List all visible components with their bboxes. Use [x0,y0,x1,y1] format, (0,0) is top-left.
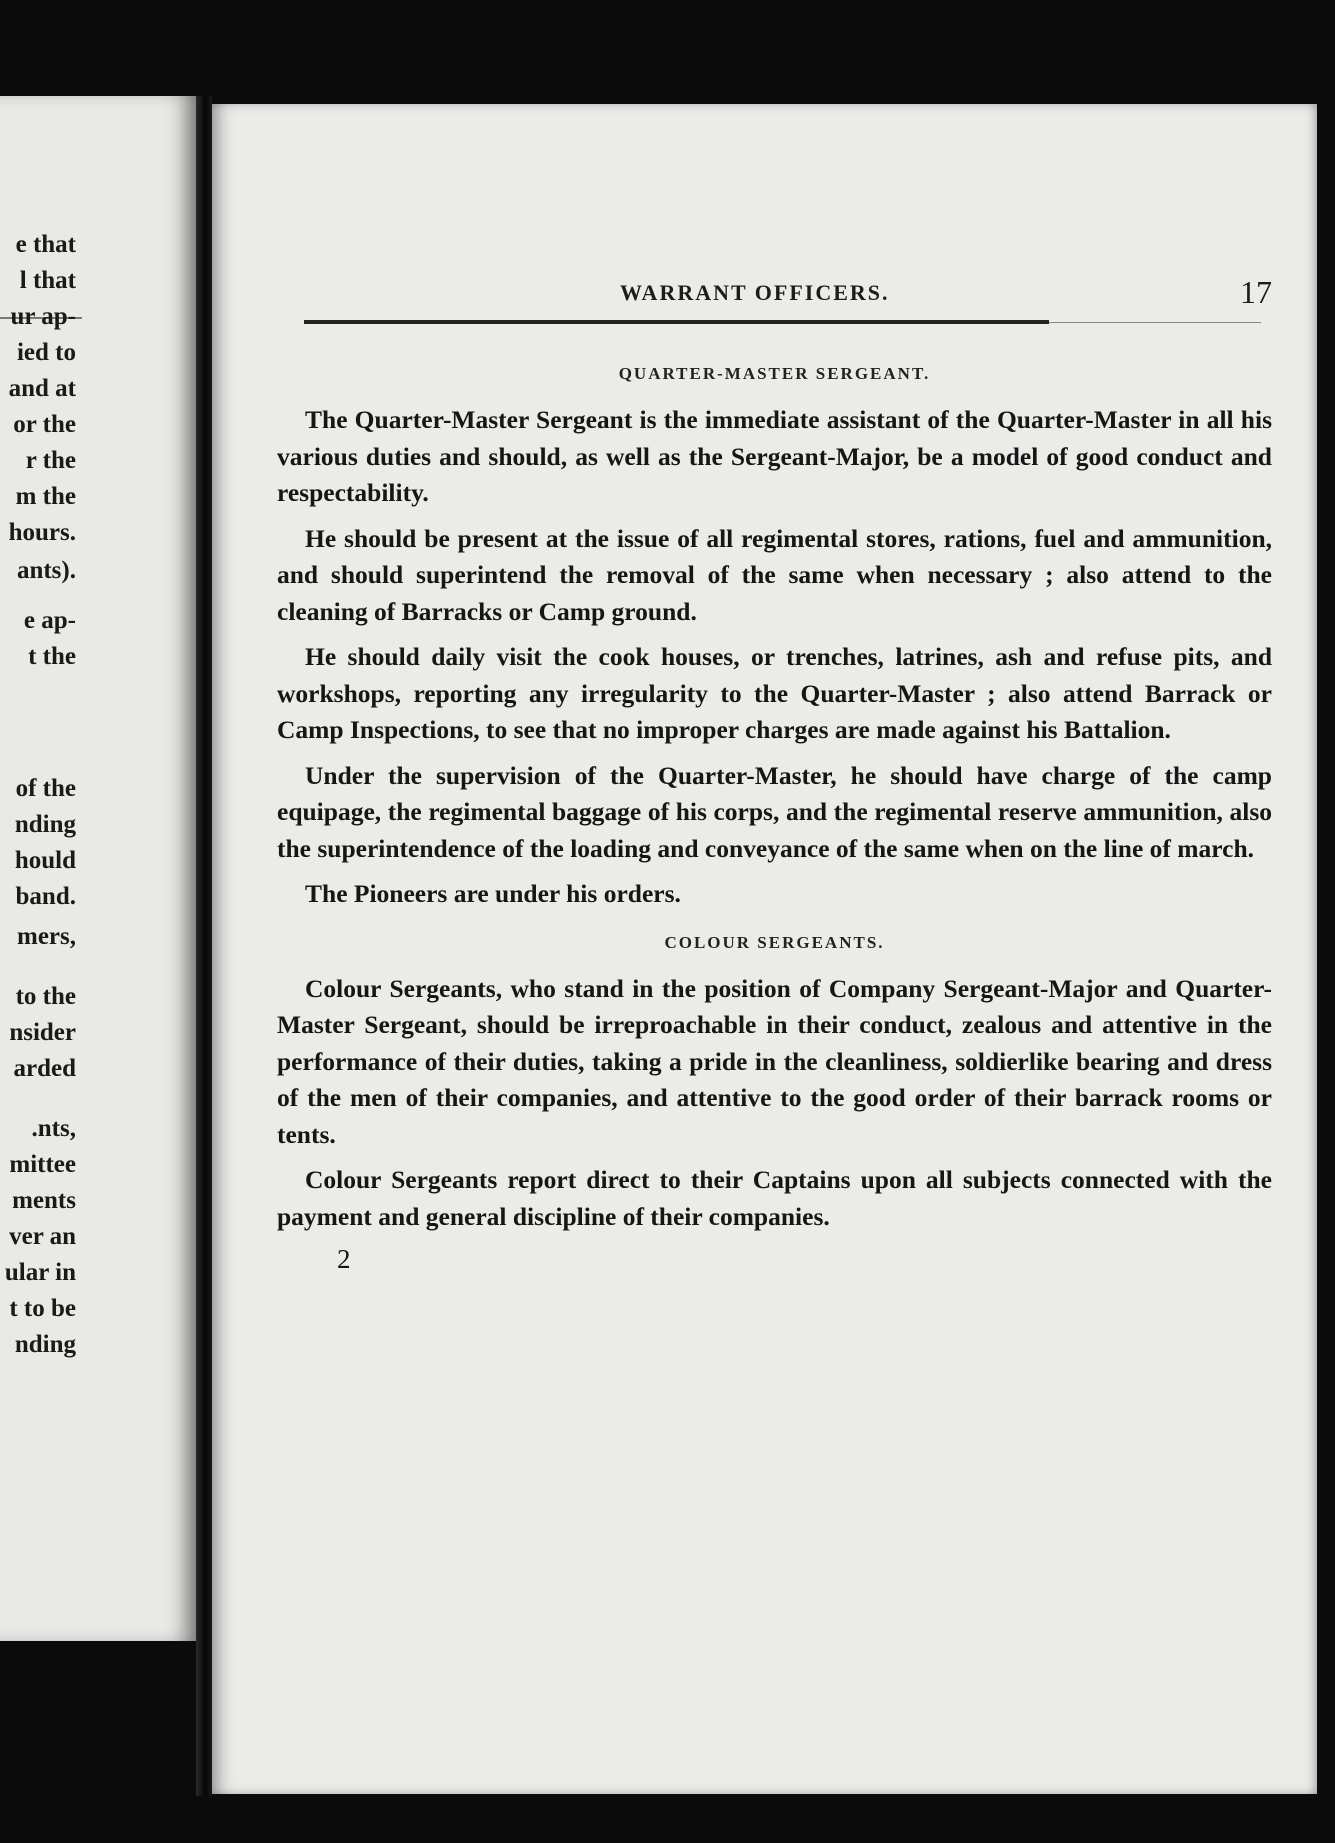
facing-page-line: e that [15,231,76,258]
facing-page-line: arded [13,1055,76,1082]
facing-page-line: mers, [17,923,76,950]
facing-page-line: hould [14,847,76,874]
header-rule [304,320,1049,324]
facing-page-line: ants). [16,557,76,584]
header-rule-tail [1049,322,1261,323]
page-header [302,274,1272,314]
paragraph: The Quarter-Master Sergeant is the immediate assistant of the Quarter-Master in all his various duties and should, as well as the Sergeant-Major, be a model of good conduct and respectability. [277,405,1272,507]
paragraph: Colour Sergeants, who stand in the position of Company Sergeant-Major and Quarter-Master Sergeant, should be irreproachable in their conduct, zealous and attentive in the performance of their duties, taking a pride in the cleanliness, soldierlike bearing and dress of the men of their companies, and attentive to the good order of their barrack rooms or tents. [277,973,1272,1149]
facing-page-line: e ap- [23,607,76,634]
paragraph: He should be present at the issue of all regimental stores, rations, fuel and ammunition, and should superintend the removal of the same when necessary ; also attend to the cleaning of Barracks or Camp ground. [277,523,1272,626]
facing-page-line: ied to [16,339,76,366]
facing-page-line: m the [15,483,76,510]
paragraph: The Pioneers are under his orders. [305,879,681,908]
facing-page-line: nding [14,811,76,838]
facing-page-line: ments [12,1187,76,1214]
facing-page-line: hours. [8,519,76,546]
facing-page-line: to the [15,983,76,1010]
facing-page-line: of the [15,775,76,802]
paragraph: Colour Sergeants report direct to their Captains upon all subjects connected with the payment and general discipline of their companies. [277,1165,1272,1231]
facing-page-line: and at [8,375,76,402]
facing-page-line: nsider [9,1019,76,1046]
facing-page-line: t to be [9,1295,76,1322]
facing-page-line: nding [14,1331,76,1358]
section-title: QUARTER-MASTER SERGEANT. [618,364,931,383]
facing-page-line: .nts, [31,1115,76,1142]
facing-page [0,96,196,1641]
book-spine [196,96,212,1796]
facing-page-line: t the [28,643,76,670]
facing-page-line: ular in [4,1259,76,1286]
facing-page-line: ver an [9,1223,76,1250]
text-column [277,344,1272,1275]
facing-page-line: l that [19,267,76,294]
running-head: WARRANT OFFICERS. [620,280,890,305]
paragraph: He should daily visit the cook houses, or trenches, latrines, ash and refuse pits, and workshops, reporting any irregularity to the Quarter-Master ; also attend Barrack or Camp Inspections, to see that no improper charges are made against his Battalion. [277,642,1272,744]
paragraph: Under the supervision of the Quarter-Master, he should have charge of the camp equipage, the regimental baggage of his corps, and the regimental reserve ammunition, also the superintendence of the loading and conveyance of the same when on the line of march. [277,760,1272,863]
book-page [212,104,1317,1794]
facing-page-line: band. [15,883,76,910]
facing-page-line: r the [25,447,76,474]
signature-mark: 2 [337,1244,351,1274]
page-number: 17 [1240,274,1272,310]
facing-page-line: mittee [9,1151,76,1178]
facing-page-line: ur ap- [10,303,76,330]
section-title: COLOUR SERGEANTS. [664,932,885,952]
facing-page-line: or the [13,411,76,438]
